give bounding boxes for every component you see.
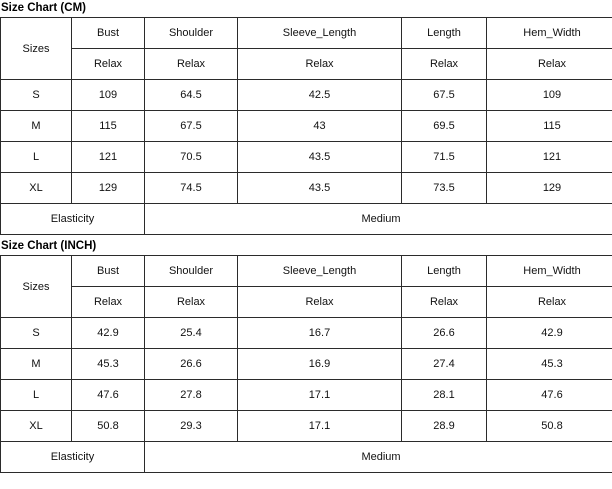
table-row	[1, 411, 612, 442]
cell-hem-width: 47.6	[487, 380, 612, 411]
fit-length: Relax	[402, 287, 487, 318]
fit-bust: Relax	[72, 287, 145, 318]
cell-bust: 109	[72, 80, 145, 111]
fit-hem-width: Relax	[487, 49, 612, 80]
header-shoulder: Shoulder	[145, 256, 238, 287]
cell-sleeve-length: 16.7	[238, 318, 402, 349]
cell-length: 69.5	[402, 111, 487, 142]
cell-sleeve-length: 17.1	[238, 411, 402, 442]
fit-shoulder: Relax	[145, 49, 238, 80]
table-elasticity-row	[1, 204, 612, 235]
table-elasticity-row	[1, 442, 612, 473]
header-sizes: Sizes	[1, 18, 72, 80]
cell-shoulder: 26.6	[145, 349, 238, 380]
table-fit-row	[1, 287, 612, 318]
cell-shoulder: 74.5	[145, 173, 238, 204]
fit-shoulder: Relax	[145, 287, 238, 318]
elasticity-value: Medium	[145, 442, 612, 473]
cell-sleeve-length: 43	[238, 111, 402, 142]
cell-bust: 129	[72, 173, 145, 204]
elasticity-value: Medium	[145, 204, 612, 235]
row-size-label: L	[1, 380, 72, 411]
row-size-label: XL	[1, 411, 72, 442]
header-hem-width: Hem_Width	[487, 256, 612, 287]
cell-length: 67.5	[402, 80, 487, 111]
elasticity-label: Elasticity	[1, 442, 145, 473]
fit-bust: Relax	[72, 49, 145, 80]
table-fit-row	[1, 49, 612, 80]
cell-sleeve-length: 43.5	[238, 142, 402, 173]
cell-shoulder: 64.5	[145, 80, 238, 111]
cell-hem-width: 121	[487, 142, 612, 173]
cell-length: 71.5	[402, 142, 487, 173]
cell-hem-width: 42.9	[487, 318, 612, 349]
header-bust: Bust	[72, 18, 145, 49]
header-sleeve-length: Sleeve_Length	[238, 18, 402, 49]
cell-shoulder: 67.5	[145, 111, 238, 142]
table-row	[1, 349, 612, 380]
cell-hem-width: 129	[487, 173, 612, 204]
size-chart-inch-table	[0, 255, 612, 473]
elasticity-label: Elasticity	[1, 204, 145, 235]
header-length: Length	[402, 256, 487, 287]
cell-shoulder: 29.3	[145, 411, 238, 442]
row-size-label: XL	[1, 173, 72, 204]
header-hem-width: Hem_Width	[487, 18, 612, 49]
cell-sleeve-length: 17.1	[238, 380, 402, 411]
cell-bust: 47.6	[72, 380, 145, 411]
fit-length: Relax	[402, 49, 487, 80]
header-sizes: Sizes	[1, 256, 72, 318]
cell-shoulder: 27.8	[145, 380, 238, 411]
row-size-label: S	[1, 80, 72, 111]
cell-hem-width: 115	[487, 111, 612, 142]
cell-shoulder: 25.4	[145, 318, 238, 349]
cell-sleeve-length: 43.5	[238, 173, 402, 204]
cell-hem-width: 50.8	[487, 411, 612, 442]
header-shoulder: Shoulder	[145, 18, 238, 49]
cell-length: 73.5	[402, 173, 487, 204]
cell-length: 28.1	[402, 380, 487, 411]
table-row	[1, 111, 612, 142]
table-row	[1, 142, 612, 173]
header-sleeve-length: Sleeve_Length	[238, 256, 402, 287]
cell-bust: 50.8	[72, 411, 145, 442]
cell-sleeve-length: 42.5	[238, 80, 402, 111]
cell-bust: 115	[72, 111, 145, 142]
cell-sleeve-length: 16.9	[238, 349, 402, 380]
header-length: Length	[402, 18, 487, 49]
size-chart-cm-table	[0, 17, 612, 235]
cell-hem-width: 45.3	[487, 349, 612, 380]
cell-length: 27.4	[402, 349, 487, 380]
fit-hem-width: Relax	[487, 287, 612, 318]
fit-sleeve-length: Relax	[238, 49, 402, 80]
row-size-label: M	[1, 111, 72, 142]
cell-bust: 42.9	[72, 318, 145, 349]
cell-bust: 121	[72, 142, 145, 173]
cell-hem-width: 109	[487, 80, 612, 111]
cell-shoulder: 70.5	[145, 142, 238, 173]
fit-sleeve-length: Relax	[238, 287, 402, 318]
row-size-label: M	[1, 349, 72, 380]
cell-length: 28.9	[402, 411, 487, 442]
table-header-row	[1, 256, 612, 287]
cell-length: 26.6	[402, 318, 487, 349]
row-size-label: S	[1, 318, 72, 349]
table-row	[1, 80, 612, 111]
table-row	[1, 173, 612, 204]
table-row	[1, 380, 612, 411]
table-header-row	[1, 18, 612, 49]
cell-bust: 45.3	[72, 349, 145, 380]
size-chart-inch-title: Size Chart (INCH)	[1, 240, 97, 252]
row-size-label: L	[1, 142, 72, 173]
table-row	[1, 318, 612, 349]
header-bust: Bust	[72, 256, 145, 287]
size-chart-cm-title: Size Chart (CM)	[1, 2, 86, 14]
